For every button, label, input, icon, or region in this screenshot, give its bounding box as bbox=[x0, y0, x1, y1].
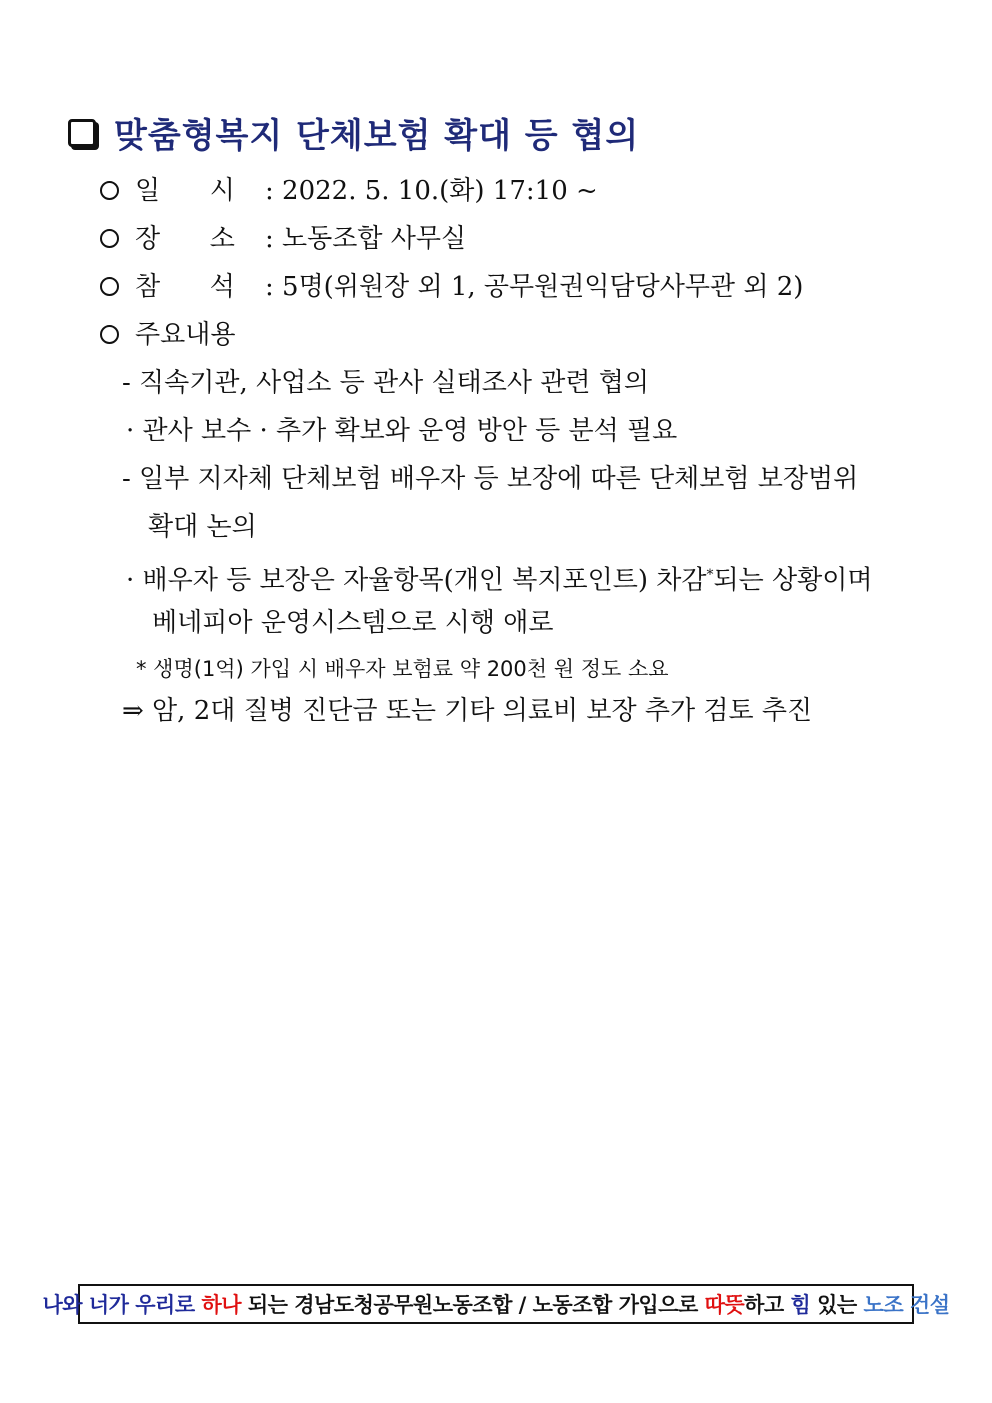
footnote: * 생명(1억) 가입 시 배우자 보험료 약 200천 원 정도 소요 bbox=[136, 657, 669, 681]
info-value: : 2022. 5. 10.(화) 17:10 ~ bbox=[265, 176, 598, 206]
info-label: 장 소 bbox=[135, 224, 235, 254]
slogan-part: 따뜻 bbox=[704, 1293, 745, 1317]
slogan-part: 되는 경남도청공무원노동조합 / 노동조합 가입으로 bbox=[241, 1293, 705, 1317]
conclusion-line: ⇒ 암, 2대 질병 진단금 또는 기타 의료비 보장 추가 검토 추진 bbox=[122, 696, 813, 726]
info-label: 일 시 bbox=[135, 176, 235, 206]
info-label: 주요내용 bbox=[135, 320, 236, 350]
slogan-part: 하고 bbox=[744, 1293, 791, 1317]
footnote-marker: * bbox=[706, 567, 714, 583]
list-item-dot bbox=[126, 558, 872, 598]
list-item-continuation: 확대 논의 bbox=[148, 512, 257, 542]
checkbox-square-icon bbox=[68, 119, 96, 147]
slogan-part: 노조 건설 bbox=[863, 1293, 950, 1317]
page-title: 맞춤형복지 단체보험 확대 등 협의 bbox=[114, 116, 640, 156]
info-row-attendees bbox=[100, 270, 803, 304]
circle-bullet-icon bbox=[100, 181, 119, 200]
circle-bullet-icon bbox=[100, 277, 119, 296]
info-row-date bbox=[100, 174, 598, 208]
info-label: 참 석 bbox=[135, 272, 235, 302]
slogan-banner bbox=[42, 1284, 950, 1324]
info-row-main-content bbox=[100, 318, 235, 352]
list-item-text: 되는 상황이며 bbox=[713, 565, 873, 596]
info-value: : 5명(위원장 외 1, 공무원권익담당사무관 외 2) bbox=[265, 272, 804, 302]
list-item-dot: · 관사 보수 · 추가 확보와 운영 방안 등 분석 필요 bbox=[126, 416, 678, 446]
info-row-place bbox=[100, 222, 466, 256]
circle-bullet-icon bbox=[100, 325, 119, 344]
slogan-part: 있는 bbox=[810, 1293, 864, 1317]
section-heading bbox=[68, 108, 639, 157]
slogan-part: 힘 bbox=[790, 1293, 811, 1317]
list-item-text: · 배우자 등 보장은 자율항목(개인 복지포인트) 차감 bbox=[126, 565, 707, 596]
slogan-part: 하나 bbox=[201, 1293, 242, 1317]
circle-bullet-icon bbox=[100, 229, 119, 248]
list-item-dash: - 직속기관, 사업소 등 관사 실태조사 관련 협의 bbox=[122, 368, 649, 398]
list-item-dash: - 일부 지자체 단체보험 배우자 등 보장에 따른 단체보험 보장범위 bbox=[122, 464, 859, 494]
list-item-continuation: 베네피아 운영시스템으로 시행 애로 bbox=[152, 608, 554, 638]
info-value: : 노동조합 사무실 bbox=[265, 224, 467, 254]
slogan-part: 나와 너가 우리로 bbox=[42, 1293, 202, 1317]
